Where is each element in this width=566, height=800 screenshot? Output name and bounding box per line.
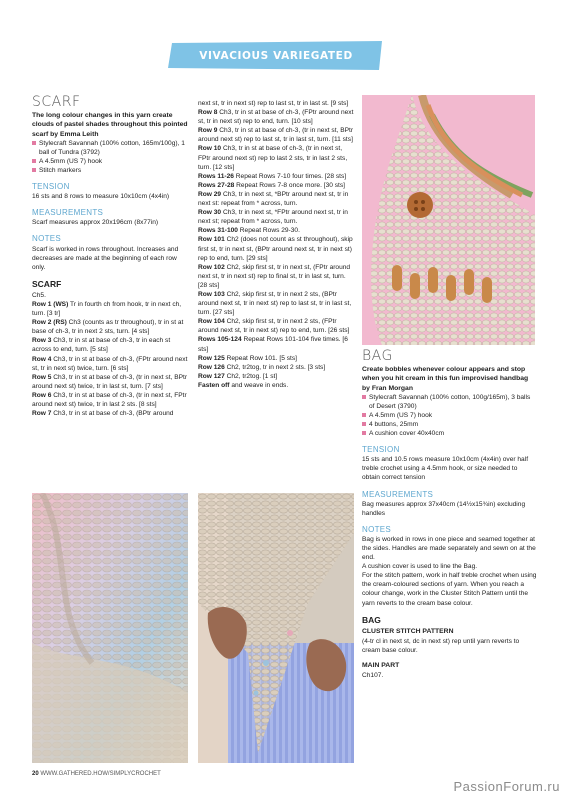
scarf-photo-worn xyxy=(32,493,188,763)
pattern-row xyxy=(198,290,354,317)
row-label: Row 2 (RS) xyxy=(32,319,67,327)
row-label: Rows 105-124 xyxy=(198,336,242,344)
scarf-pattern-heading: SCARF xyxy=(32,278,62,289)
scarf-continuation: next st, tr in next st) rep to last st, tr in last st. [9 sts] xyxy=(198,100,349,107)
pattern-row xyxy=(32,409,188,418)
scarf-tension: 16 sts and 8 rows to measure 10x10cm (4x4in) xyxy=(32,193,170,201)
row-label: Rows 27-28 xyxy=(198,181,235,189)
row-instructions: Ch3, tr in next st, *FPtr around next st, tr in next st; repeat from * across, turn. xyxy=(198,209,348,226)
scarf-notes-heading: NOTES xyxy=(32,234,62,244)
bag-notes-2: A cushion cover is used to line the Bag. xyxy=(362,563,478,571)
row-instructions: Repeat Rows 101-104 five times. [6 sts] xyxy=(198,336,348,353)
main-part-text: Ch107. xyxy=(362,672,384,680)
bag-intro: Create bobbles whenever colour appears and stop when you hit cream in this fun improvised handbag by Fran Morgan xyxy=(362,366,529,392)
row-label: Row 7 xyxy=(32,410,52,418)
pattern-row xyxy=(198,363,354,372)
row-label: Rows 31-100 xyxy=(198,227,238,235)
pattern-row xyxy=(198,144,354,171)
pattern-row xyxy=(198,126,354,144)
material-item: Stylecraft Savannah (100% cotton, 100g/165m), 3 balls of Desert (3790) xyxy=(362,393,537,411)
pattern-row xyxy=(198,354,354,363)
row-label: Row 30 xyxy=(198,209,222,217)
pattern-row xyxy=(198,190,354,208)
row-instructions: Ch3, tr in st at base of ch-3, (FPtr around next st, tr in next st) twice, turn. [6 sts] xyxy=(32,355,188,372)
row-instructions: Ch3 (counts as tr throughout), tr in st at base of ch-3, tr in next 2 sts, turn. [4 sts] xyxy=(32,319,184,336)
row-label: Rows 11-26 xyxy=(198,172,234,180)
page-number: 20 xyxy=(32,771,39,777)
pattern-row xyxy=(198,181,354,190)
pattern-row xyxy=(198,372,354,381)
row-instructions: Ch2 (does not count as st throughout), skip first st, tr in next st, (BPtr around next st, tr in next st) rep to end, turn. [29 sts] xyxy=(198,236,353,262)
row-instructions: Ch2, tr2tog, tr in next 2 sts. [3 sts] xyxy=(226,363,326,371)
row-instructions: Ch3, tr in next st, *BPtr around next st, tr in next st: repeat from * across, turn. xyxy=(198,190,349,208)
row-label: Row 9 xyxy=(198,127,218,135)
material-item: A 4.5mm (US 7) hook xyxy=(362,411,537,420)
bag-tension: 15 sts and 10.5 rows measure 10x10cm (4x4in) over half treble crochet using a 4.5mm hook, or size needed to obtain correct tension xyxy=(362,456,529,482)
row-label: Row 5 xyxy=(32,373,52,381)
pattern-row xyxy=(32,318,188,336)
bag-materials xyxy=(362,393,537,438)
row-label: Row 6 xyxy=(32,391,52,399)
material-item: 4 buttons, 25mm xyxy=(362,420,537,429)
pattern-row xyxy=(198,317,354,335)
row-label: Row 1 (WS) xyxy=(32,301,69,309)
pattern-row xyxy=(198,108,354,126)
pattern-row xyxy=(32,300,188,318)
bag-tension-heading: TENSION xyxy=(362,445,400,455)
row-instructions: Ch3, tr in st at base of ch-3, (tr in next st, FPtr around next st) twice, tr in last 2 sts. [8 sts] xyxy=(32,391,187,409)
row-instructions: Ch2, tr2tog. [1 st] xyxy=(226,372,278,380)
row-instructions: and weave in ends. xyxy=(231,381,289,389)
row-instructions: Ch3, tr in st at base of ch-3, (BPtr around xyxy=(53,410,174,418)
scarf-notes: Scarf is worked in rows throughout. Increases and decreases are made at the beginning of each row only. xyxy=(32,245,179,271)
row-instructions: Repeat Rows 7-10 four times. [28 sts] xyxy=(235,172,347,180)
row-instructions: Repeat Rows 29-30. xyxy=(239,227,300,235)
scarf-rows-b xyxy=(198,108,354,390)
pattern-row xyxy=(198,235,354,262)
pattern-row xyxy=(32,391,188,409)
bag-measurements: Bag measures approx 37x40cm (14½x15¾in) excluding handles xyxy=(362,500,526,517)
pattern-row xyxy=(32,355,188,373)
row-label: Row 126 xyxy=(198,363,225,371)
row-label: Row 102 xyxy=(198,263,225,271)
scarf-measurements: Scarf measures approx 20x196cm (8x77in) xyxy=(32,219,159,227)
row-instructions: Ch2, skip first st, tr in next st, (FPtr around next st, tr in next st) rep to final st, tr in last st, turn. [28 sts] xyxy=(198,263,351,289)
row-label: Row 125 xyxy=(198,354,225,362)
scarf-photo-hands xyxy=(198,493,354,763)
footer xyxy=(32,771,161,777)
row-label: Row 4 xyxy=(32,355,52,363)
pattern-row xyxy=(32,373,188,391)
scarf-rows-a xyxy=(32,300,188,418)
bag-title: BAG xyxy=(362,348,393,364)
pattern-row xyxy=(32,336,188,354)
row-label: Row 101 xyxy=(198,236,225,244)
bag-measurements-heading: MEASUREMENTS xyxy=(362,489,434,499)
row-instructions: Ch3, tr in st at base of ch-3, (tr in next st, FPtr around next st) rep to last 2 sts, tr in last 2 sts, turn. [12 sts] xyxy=(198,145,348,171)
row-label: Row 8 xyxy=(198,109,218,117)
material-item: Stylecraft Savannah (100% cotton, 165m/100g), 1 ball of Tundra (3792) xyxy=(32,139,188,157)
bag-pattern-heading: BAG xyxy=(362,614,381,625)
row-instructions: Ch3, tr in st at base of ch-3, (FPtr around next st, tr in next st) rep to end, turn. [10 sts] xyxy=(198,109,354,126)
row-label: Row 127 xyxy=(198,372,225,380)
cluster-heading: CLUSTER STITCH PATTERN xyxy=(362,627,454,635)
row-label: Row 3 xyxy=(32,337,52,345)
bag-notes-3: For the stitch pattern, work in half treble crochet when using the cream-coloured sections of yarn. When you reach a colour change, work in the Cluster Stitch Pattern until the yarn reverts to the cream base colour. xyxy=(362,572,537,607)
row-instructions: Ch3, tr in st at base of ch-3, (tr in next st, BPtr around next st) rep to last st, tr in last st, turn. [11 sts] xyxy=(198,127,354,144)
material-item: A 4.5mm (US 7) hook xyxy=(32,157,188,166)
collection-banner xyxy=(168,41,384,92)
row-label: Row 10 xyxy=(198,145,222,153)
bag-notes-1: Bag is worked in rows in one piece and seamed together at the sides. Handles are made separately and sewn on at the end. xyxy=(362,535,536,562)
material-item: Stitch markers xyxy=(32,166,188,175)
main-part-heading: MAIN PART xyxy=(362,662,400,670)
row-instructions: Ch3, tr in st at base of ch-3, tr in each st across to end, turn. [5 sts] xyxy=(32,337,171,354)
bag-photo xyxy=(362,95,535,345)
row-label: Row 29 xyxy=(198,190,222,198)
banner-title: VIVACIOUS VARIEGATED COLLECTION xyxy=(199,50,353,92)
footer-url: WWW.GATHERED.HOW/SIMPLYCROCHET xyxy=(40,771,161,777)
scarf-chain: Ch5. xyxy=(32,291,46,299)
pattern-row xyxy=(198,208,354,226)
row-label: Row 104 xyxy=(198,318,225,326)
row-instructions: Ch3, tr in st at base of ch-3, (tr in next st, BPtr around next st) twice, tr in last st, turn. [7 sts] xyxy=(32,373,188,390)
row-label: Row 103 xyxy=(198,290,225,298)
scarf-column xyxy=(32,94,188,418)
row-instructions: Tr in fourth ch from hook, tr in next ch, turn. [3 tr] xyxy=(32,301,182,318)
scarf-materials xyxy=(32,139,188,175)
scarf-title: SCARF xyxy=(32,94,81,110)
cluster-text: (4-tr cl in next st, dc in next st) rep until yarn reverts to cream base colour. xyxy=(362,637,520,654)
row-label: Fasten off xyxy=(198,381,230,389)
bag-notes-heading: NOTES xyxy=(362,524,392,534)
row-instructions: Ch2, skip first st, tr in next 2 sts, (FPtr around next st, tr in next st) rep to end, turn. [26 sts] xyxy=(198,318,350,335)
pattern-row xyxy=(198,335,354,353)
scarf-column-continued xyxy=(198,99,354,390)
row-instructions: Repeat Row 101. [5 sts] xyxy=(226,354,297,362)
pattern-row xyxy=(198,226,354,235)
scarf-measurements-heading: MEASUREMENTS xyxy=(32,208,104,218)
row-instructions: Repeat Rows 7-8 once more. [30 sts] xyxy=(236,181,345,189)
watermark: PassionForum.ru xyxy=(453,779,560,794)
scarf-tension-heading: TENSION xyxy=(32,182,70,192)
scarf-intro: The long colour changes in this yarn create clouds of pastel shades throughout this pointed scarf by Emma Leith xyxy=(32,112,188,138)
pattern-row xyxy=(198,381,354,390)
bag-column xyxy=(362,348,537,680)
pattern-row xyxy=(198,263,354,290)
row-instructions: Ch2, skip first st, tr in next 2 sts, (BPtr around next st, tr in next st) rep to last st, tr in last st, turn. [27 sts] xyxy=(198,290,352,317)
material-item: A cushion cover 40x40cm xyxy=(362,429,537,438)
pattern-row xyxy=(198,172,354,181)
